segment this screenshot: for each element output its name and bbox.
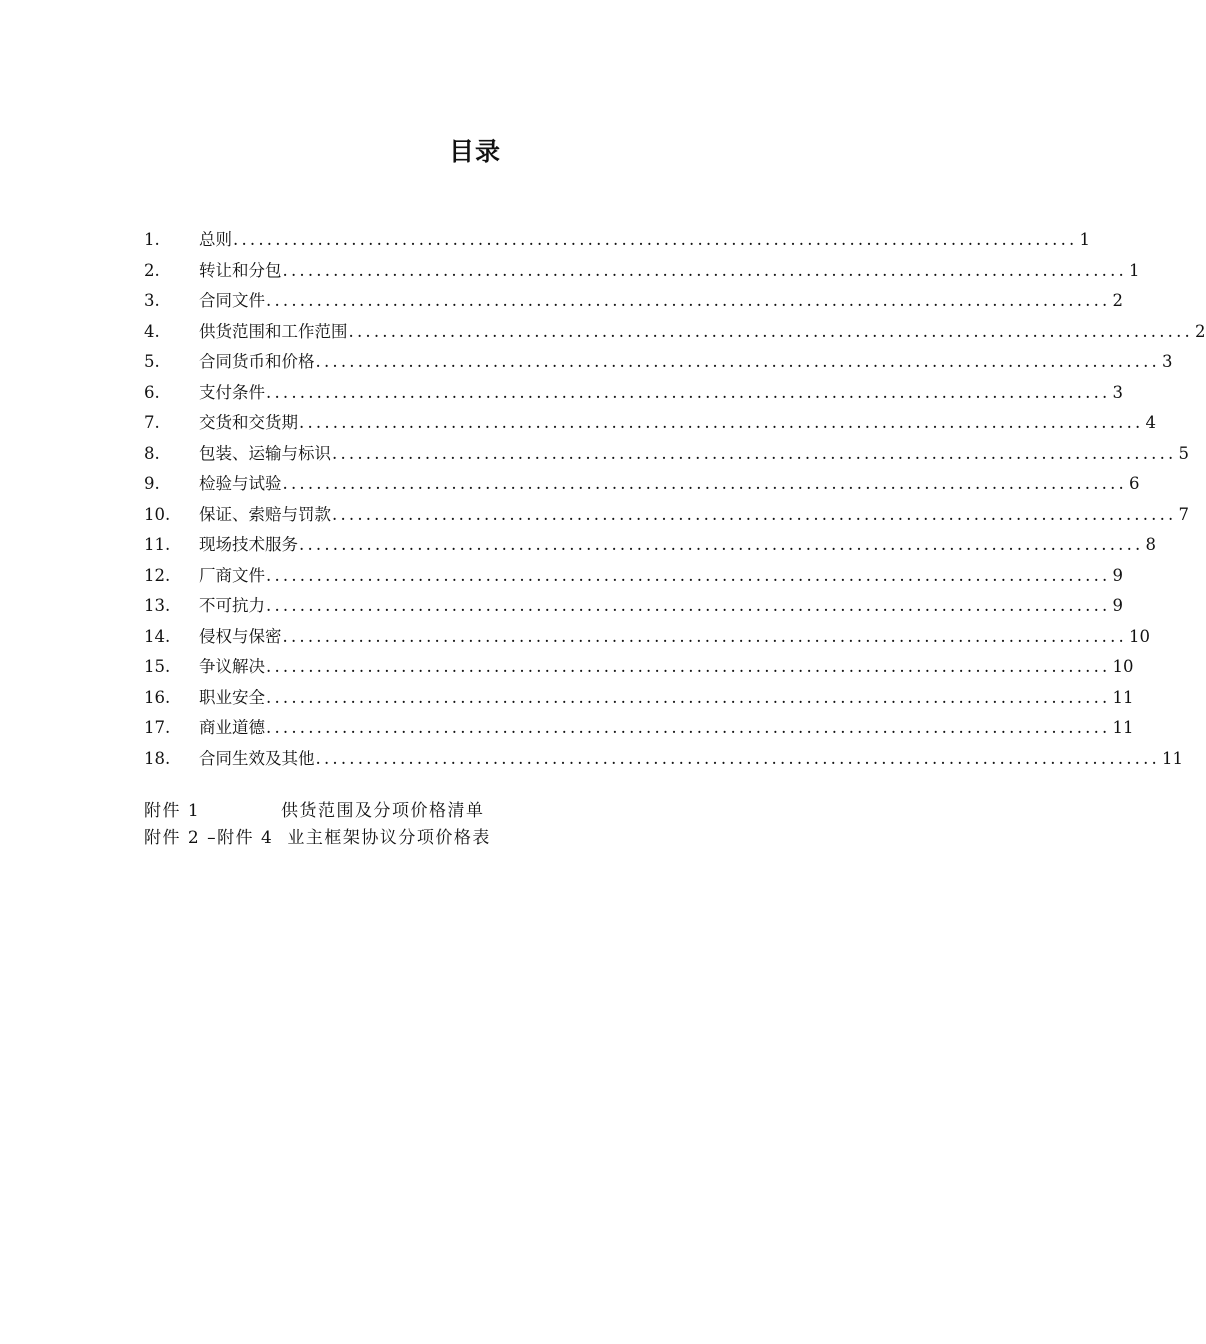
toc-entry-number: 10. <box>144 504 171 524</box>
toc-entry-page: 3 <box>1112 382 1123 402</box>
appendix-label: 附件 1 <box>144 801 201 821</box>
toc-entry-page: 10 <box>1112 657 1134 676</box>
appendix-entry[interactable] <box>144 798 491 825</box>
appendix-list <box>144 798 491 852</box>
toc-entry-number: 17. <box>144 718 171 737</box>
toc-entry-title: 合同生效及其他 <box>199 748 315 768</box>
toc-leader-dots: .................................................................................................... <box>266 718 1111 737</box>
toc-entry[interactable] <box>144 286 1123 317</box>
toc-entry-page: 9 <box>1112 565 1123 585</box>
toc-leader-dots: .................................................................................................... <box>315 748 1160 768</box>
toc-entry-title: 现场技术服务 <box>199 535 298 554</box>
toc-entry[interactable] <box>144 744 1183 775</box>
toc-entry-title: 供货范围和工作范围 <box>199 321 348 341</box>
toc-leader-dots: .................................................................................................... <box>299 535 1144 554</box>
toc-entry-title: 争议解决 <box>199 657 265 676</box>
appendix-entry[interactable] <box>144 825 491 852</box>
toc-entry-title: 交货和交货期 <box>199 413 298 432</box>
toc-leader-dots: .................................................................................................... <box>332 443 1177 463</box>
toc-entry-number: 12. <box>144 565 171 585</box>
toc-entry-title: 保证、索赔与罚款 <box>199 504 331 524</box>
toc-entry-number: 18. <box>144 748 171 768</box>
toc-entry-title: 包装、运输与标识 <box>199 443 331 463</box>
toc-entry[interactable] <box>144 500 1189 531</box>
toc-entry[interactable] <box>144 347 1173 378</box>
toc-entry-number: 11. <box>144 535 171 554</box>
toc-entry-number: 2. <box>144 260 160 280</box>
toc-entry-page: 8 <box>1145 535 1156 554</box>
toc-entry-number: 4. <box>144 321 160 341</box>
toc-leader-dots: .................................................................................................... <box>233 230 1078 249</box>
toc-entry-title: 检验与试验 <box>199 474 282 493</box>
toc-entry-page: 6 <box>1129 474 1140 493</box>
toc-entry[interactable] <box>144 622 1150 653</box>
toc-entry[interactable] <box>144 683 1134 714</box>
toc-entry-page: 10 <box>1129 626 1150 646</box>
toc-entry-title: 侵权与保密 <box>199 626 282 646</box>
toc-entry-number: 15. <box>144 657 171 676</box>
toc-entry[interactable] <box>144 530 1156 561</box>
toc-entry-number: 14. <box>144 626 171 646</box>
toc-leader-dots: .................................................................................................... <box>266 291 1111 310</box>
toc-leader-dots: .................................................................................................... <box>266 565 1111 585</box>
appendix-title: 供货范围及分项价格清单 <box>281 801 485 821</box>
toc-entry-page: 3 <box>1162 352 1173 371</box>
toc-entry-title: 职业安全 <box>199 687 265 707</box>
toc-leader-dots: .................................................................................................... <box>282 260 1127 280</box>
appendix-label: 附件 2 –附件 4 <box>144 828 274 848</box>
toc-entry-title: 转让和分包 <box>199 260 282 280</box>
toc-entry-title: 商业道德 <box>199 718 265 737</box>
toc-entry-page: 4 <box>1145 413 1156 432</box>
toc-entry-page: 1 <box>1079 230 1090 249</box>
appendix-title: 业主框架协议分项价格表 <box>287 828 491 848</box>
toc-entry-number: 9. <box>144 474 160 493</box>
toc-leader-dots: .................................................................................................... <box>266 687 1111 707</box>
toc-entry-title: 合同货币和价格 <box>199 352 315 371</box>
toc-leader-dots: .................................................................................................... <box>266 382 1111 402</box>
toc-entry-number: 16. <box>144 687 171 707</box>
toc-leader-dots: .................................................................................................... <box>266 657 1111 676</box>
toc-entry[interactable] <box>144 561 1123 592</box>
toc-entry[interactable] <box>144 469 1140 500</box>
toc-entry-number: 13. <box>144 596 171 615</box>
toc-entry[interactable] <box>144 256 1140 287</box>
toc-entry-title: 支付条件 <box>199 382 265 402</box>
toc-entry-number: 1. <box>144 230 160 249</box>
toc-entry-page: 9 <box>1112 596 1123 615</box>
toc-list <box>144 225 1206 774</box>
toc-leader-dots: .................................................................................................... <box>282 626 1127 646</box>
toc-entry[interactable] <box>144 225 1090 256</box>
toc-entry-page: 11 <box>1112 718 1134 737</box>
toc-entry-number: 8. <box>144 443 160 463</box>
toc-entry-number: 6. <box>144 382 160 402</box>
toc-entry[interactable] <box>144 439 1189 470</box>
toc-entry-page: 1 <box>1129 260 1140 280</box>
toc-entry-title: 总则 <box>199 230 232 249</box>
toc-leader-dots: .................................................................................................... <box>282 474 1127 493</box>
toc-entry-page: 2 <box>1195 321 1206 341</box>
toc-entry-page: 2 <box>1112 291 1123 310</box>
toc-entry-page: 11 <box>1112 687 1134 707</box>
toc-entry-title: 不可抗力 <box>199 596 265 615</box>
toc-entry-page: 11 <box>1162 748 1183 768</box>
toc-entry-number: 5. <box>144 352 160 371</box>
toc-leader-dots: .................................................................................................... <box>348 321 1193 341</box>
toc-leader-dots: .................................................................................................... <box>315 352 1160 371</box>
toc-entry-number: 7. <box>144 413 160 432</box>
toc-leader-dots: .................................................................................................... <box>332 504 1177 524</box>
toc-entry[interactable] <box>144 317 1206 348</box>
toc-entry[interactable] <box>144 713 1134 744</box>
toc-entry[interactable] <box>144 408 1156 439</box>
toc-leader-dots: .................................................................................................... <box>299 413 1144 432</box>
toc-title: 目录 <box>448 137 501 166</box>
toc-entry[interactable] <box>144 378 1123 409</box>
toc-entry-page: 7 <box>1178 504 1189 524</box>
toc-entry-number: 3. <box>144 291 160 310</box>
toc-leader-dots: .................................................................................................... <box>266 596 1111 615</box>
toc-entry[interactable] <box>144 591 1123 622</box>
toc-entry-title: 厂商文件 <box>199 565 265 585</box>
toc-entry-title: 合同文件 <box>199 291 265 310</box>
toc-entry-page: 5 <box>1178 443 1189 463</box>
toc-entry[interactable] <box>144 652 1134 683</box>
